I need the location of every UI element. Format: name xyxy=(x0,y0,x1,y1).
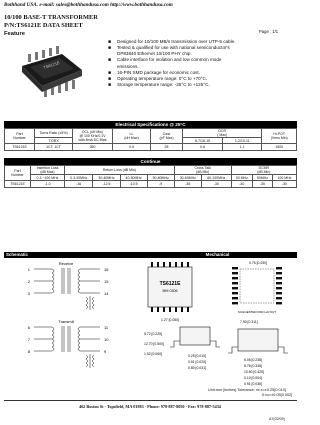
el-h-dcr-a: 8-7/16-15 xyxy=(183,138,223,144)
ct-ct: -35 xyxy=(174,181,201,188)
continue-bar: Continue xyxy=(4,158,297,165)
company-contact: e-mail: sales@bothhandusa.com http://www.bothhandusa.com xyxy=(38,2,173,8)
ct-rl: -16 xyxy=(65,181,93,188)
dim-pad-top: 0.76 [0.030] xyxy=(249,261,267,265)
dim-lead-thickness: 0.51 [0.020] xyxy=(188,360,206,364)
el-h-hipot: Hi-POT (Vrms Min) xyxy=(262,129,297,144)
bullet-icon: ■ xyxy=(108,45,112,52)
bullet-icon: ■ xyxy=(108,57,112,64)
dim-pitch: 1.27 [0.050] xyxy=(161,318,179,322)
electrical-spec-bar: Electrical Specifications @ 25°C xyxy=(4,121,297,128)
ct-sub-dcmr: 100 MHz xyxy=(272,175,296,181)
ct-dcmr: -35 xyxy=(252,181,272,188)
electrical-spec-table xyxy=(4,128,297,151)
title-line-2: P/N:TS6121E DATA SHEET xyxy=(4,22,83,29)
bullet-icon: ■ xyxy=(108,75,112,82)
dim-pad-width: 0.91 [0.036] xyxy=(244,382,262,386)
schematic-pin: 8 xyxy=(27,349,30,354)
schematic-pin: 9 xyxy=(104,349,107,354)
receive-transformer xyxy=(34,268,100,310)
el-h-dcr-b: 1-2/10-11 xyxy=(223,138,262,144)
el-dcr-a: 0.6 xyxy=(183,144,223,151)
el-dcr-b: 1.1 xyxy=(223,144,262,151)
feature-list xyxy=(106,39,298,88)
tolerance-line-2: 0.xx=±0.05[0.002] xyxy=(262,392,293,397)
el-h-cww: Cww (pF Max) xyxy=(151,129,183,144)
table-row xyxy=(5,144,297,151)
continue-table xyxy=(4,165,297,188)
el-h-turns: Turns Ratio (±5%) xyxy=(35,129,73,138)
document-code: A7(02/09) xyxy=(269,417,285,421)
dim-foot: 0.80 [0.031] xyxy=(188,366,206,370)
footer-divider xyxy=(4,400,297,401)
feature-item xyxy=(106,82,298,88)
ct-h-dcmr: DCMR (dB Min) xyxy=(231,166,296,175)
side-view xyxy=(170,327,220,347)
el-turns: 1CT: 1CT xyxy=(35,144,73,151)
ct-rl: -9 xyxy=(147,181,174,188)
ct-part: TS6121E xyxy=(5,181,31,188)
schematic-heading: Schematic xyxy=(6,252,28,257)
electrical-spec-section xyxy=(4,121,297,151)
ct-h-ct: Cross Talk (dB Min) xyxy=(174,166,231,175)
dim-body-width: 6.05 [0.238] xyxy=(244,358,262,362)
schematic-pin: 15 xyxy=(104,279,109,284)
feature-heading: Feature xyxy=(4,31,25,37)
ct-h-part: Part Number xyxy=(5,166,31,181)
tolerance-note xyxy=(208,388,292,397)
company-name: Bothhand USA. xyxy=(4,2,39,8)
title-line-1: 10/100 BASE-T TRANSFORMER xyxy=(4,14,98,21)
dim-coplanarity: 0.10 [0.004] xyxy=(244,376,262,380)
ct-sub-dcmr: 30 MHz xyxy=(231,175,252,181)
schematic-pin: 16 xyxy=(104,267,109,272)
bullet-icon: ■ xyxy=(108,69,112,76)
ct-h-rl: Return Loss (dB Min) xyxy=(65,166,175,175)
ct-rl: -10.5 xyxy=(120,181,147,188)
feature-text: emissions. xyxy=(117,63,139,69)
table-row xyxy=(5,181,297,188)
schematic-pin: 1 xyxy=(27,267,30,272)
ct-sub-ct: 30-60MHz xyxy=(174,175,201,181)
dim-width: 12.70 [0.500] xyxy=(144,342,164,346)
ct-sub-il: 0.3 ~100 MHz xyxy=(31,175,65,181)
footer-address: 462 Boston St - Topsfield, MA 01983 - Phone: 978-887-8050 - Fax: 978-887-5434 xyxy=(79,404,221,409)
mechanical-drawing xyxy=(140,259,298,399)
ct-dcmr: -40 xyxy=(231,181,252,188)
feature-text: Tested & qualified for use with national semiconductor's xyxy=(117,45,230,51)
transmit-transformer xyxy=(34,326,100,368)
feature-text: 16-PIN SMD package for economic cost. xyxy=(117,69,200,75)
ct-sub-rl: 40-50MHz xyxy=(120,175,147,181)
dim-pad-span: 7.90 [0.311] xyxy=(240,320,258,324)
dim-height: 5.72 [0.225] xyxy=(144,332,162,336)
ct-sub-dcmr: 50MHz xyxy=(252,175,272,181)
schematic-pin: 11 xyxy=(104,325,109,330)
dim-overall: 10.80 [0.425] xyxy=(244,370,264,374)
schematic-pin: 14 xyxy=(104,291,109,296)
el-part: TS6121E xyxy=(5,144,35,151)
schematic-pin: 6 xyxy=(27,325,30,330)
schematic-pin: 2 xyxy=(27,279,30,284)
dim-standoff: 0.25 [0.010] xyxy=(188,354,206,358)
feature-text: Storage temperature range: -25°C to +125°C. xyxy=(117,82,210,88)
el-ocl: 350 xyxy=(73,144,113,151)
pad-layout-label: SUGGESTED PAD LAYOUT xyxy=(237,310,277,314)
ct-ct: -30 xyxy=(201,181,231,188)
el-h-ll: LL (uH Max) xyxy=(113,129,151,144)
ct-sub-rl: 0.3-30MHz xyxy=(65,175,93,181)
ct-h-il: Insertion Loss (dB Max) xyxy=(31,166,65,175)
el-h-dcr: DCR ( Max) xyxy=(183,129,262,138)
package-date-code: BHI 0306 xyxy=(162,289,178,293)
dim-lead: 1.52 [0.060] xyxy=(144,352,162,356)
feature-text: DP83840 Ethernet 10/100 PHY chip. xyxy=(117,51,192,57)
feature-text: Operating temperature range: 0°C to +70°C. xyxy=(117,75,208,81)
ct-sub-rl: 50-80MHz xyxy=(147,175,174,181)
schematic-pin: 10 xyxy=(104,337,109,342)
el-hipot: 1500 xyxy=(262,144,297,151)
schematic-mechanical-bar xyxy=(4,252,297,258)
ct-dcmr: -30 xyxy=(272,181,296,188)
dim-body-length: 8.76 [0.345] xyxy=(244,364,262,368)
package-outline xyxy=(148,267,192,307)
ct-sub-ct: 60-100MHz xyxy=(201,175,231,181)
feature-text: Cable interface for isolation and low common mode xyxy=(117,57,222,63)
receive-label: Receive xyxy=(58,261,74,266)
el-ll: 0.5 xyxy=(113,144,151,151)
package-marking: TS6121E xyxy=(159,281,181,287)
company-header xyxy=(4,2,173,8)
feature-text: Designed for 10/100 MB/s transmission over UTP-5 cable. xyxy=(117,39,236,44)
el-h-ocl: OCL (uH Min) @ 100 KHz/0.1V with 8mA DC Bias xyxy=(73,129,113,144)
ct-il: -1.0 xyxy=(31,181,65,188)
schematic-pin: 3 xyxy=(27,291,30,296)
component-image xyxy=(18,46,86,100)
pad-layout xyxy=(232,261,282,314)
el-h-part: Part Number xyxy=(5,129,35,144)
schematic-diagram xyxy=(4,259,138,377)
page-number: Page : 1/1 xyxy=(259,29,279,34)
bullet-icon: ■ xyxy=(108,39,112,45)
end-view xyxy=(228,329,288,353)
component-label: TS6121E xyxy=(42,60,61,70)
mechanical-heading: Mechanical xyxy=(205,252,230,257)
el-cww: 28 xyxy=(151,144,183,151)
transmit-label: Transmit xyxy=(58,319,74,324)
schematic-pin: 7 xyxy=(27,337,30,342)
ct-sub-rl: 30-40MHz xyxy=(93,175,120,181)
top-view-package xyxy=(148,262,192,312)
el-h-turns-sub: TX/RX xyxy=(35,138,73,144)
tolerance-line-1: Unit:mm [inches] Tolerance: xx.x=±0.25[0.010] xyxy=(208,388,286,392)
bullet-icon: ■ xyxy=(108,82,112,89)
continue-section xyxy=(4,158,297,188)
ct-rl: -12.5 xyxy=(93,181,120,188)
